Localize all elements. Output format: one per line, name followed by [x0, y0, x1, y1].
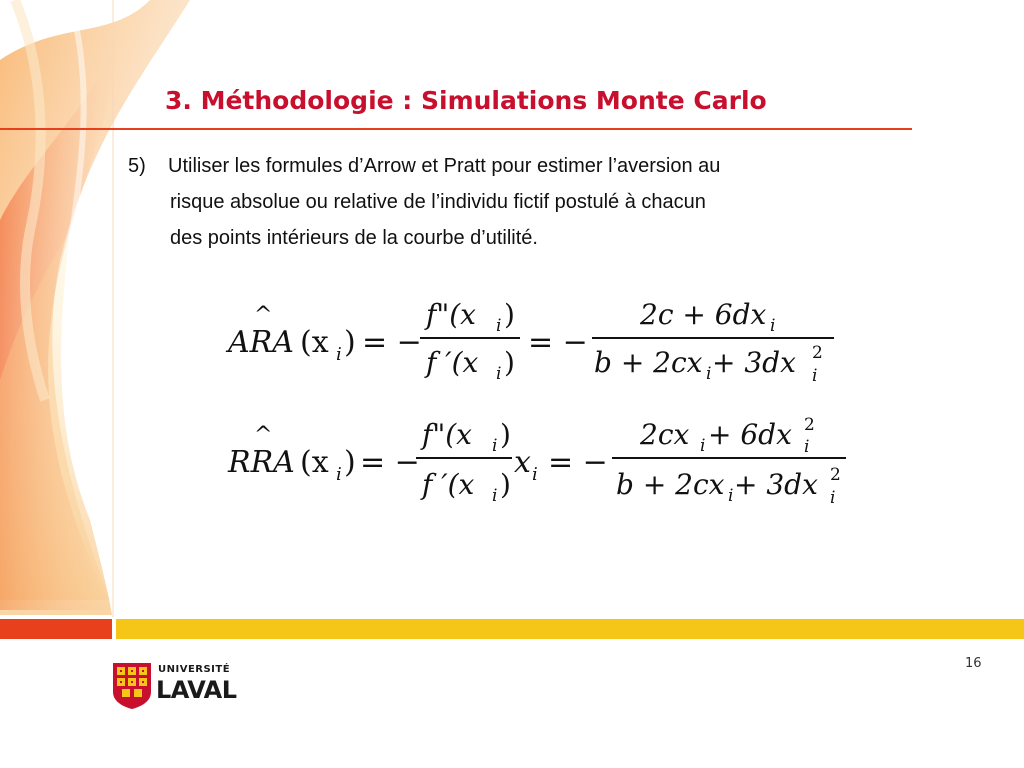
hat-accent-2: ^: [254, 423, 273, 448]
rra-frac2: [612, 415, 846, 508]
ara-frac2-sup: 2: [812, 343, 823, 363]
ara-frac2-sup-sub: i: [812, 366, 818, 386]
body-line-3: des points intérieurs de la courbe d’utilité.: [170, 227, 538, 249]
rra-mult-sub: i: [532, 464, 538, 485]
ara-frac1-num-close: ): [504, 298, 515, 331]
rra-frac1-num: f"(x: [422, 418, 472, 451]
rra-frac1-den: f ′(x: [422, 468, 475, 501]
ara-frac1-num: f"(x: [426, 298, 476, 331]
footer-bar-orange: [0, 619, 112, 639]
rra-frac2-den-sub: i: [728, 486, 734, 506]
item-number: 5): [128, 155, 146, 177]
ara-frac2-num: 2c + 6dx: [640, 298, 767, 331]
rra-lhs-arg: (x: [300, 445, 329, 480]
rra-lhs: [227, 423, 420, 485]
rra-frac2-num-sup: 2: [804, 415, 815, 435]
ara-frac2: [592, 298, 834, 386]
ara-lhs-arg: (x: [300, 325, 329, 360]
rra-frac2-num-a: 2cx: [640, 418, 690, 451]
rra-lhs-close: ): [344, 445, 356, 480]
rra-frac2-den-a: b + 2cx: [616, 468, 725, 501]
ara-frac2-den-sub: i: [706, 364, 712, 384]
rra-frac2-num-sub: i: [700, 436, 706, 456]
ara-eq2: = −: [528, 325, 588, 360]
footer-bar-yellow: [116, 619, 1024, 639]
rra-eq1: = −: [360, 445, 420, 480]
universite-laval-logo: [112, 662, 242, 710]
logo-text-universite: UNIVERSITÉ: [158, 664, 231, 675]
rra-frac1-den-sub: i: [492, 486, 498, 506]
rra-mult-x: x: [514, 445, 531, 480]
rra-frac1: [416, 418, 512, 506]
ara-frac2-den-b: + 3dx: [712, 346, 796, 379]
page-number: 16: [965, 656, 982, 671]
ara-frac2-den-a: b + 2cx: [594, 346, 703, 379]
ara-frac1-den: f ′(x: [426, 346, 479, 379]
rra-frac2-num-sup-sub: i: [804, 437, 810, 457]
rra-lhs-sub: i: [336, 464, 342, 485]
rra-frac2-den-sup-sub: i: [830, 488, 836, 508]
ara-lhs-close: ): [344, 325, 356, 360]
rra-frac2-den-b: + 3dx: [734, 468, 818, 501]
rra-frac2-den-sup: 2: [830, 465, 841, 485]
ara-lhs-name: ARA: [228, 325, 294, 360]
ara-frac1-den-close: ): [504, 346, 515, 379]
ara-frac1-den-sub: i: [496, 364, 502, 384]
rra-frac1-num-close: ): [500, 418, 511, 451]
ara-eq1: = −: [362, 325, 422, 360]
body-line-2: risque absolue ou relative de l’individu fictif postulé à chacun: [170, 191, 706, 213]
ara-lhs: [225, 303, 422, 365]
slide-title: 3. Méthodologie : Simulations Monte Carlo: [165, 86, 767, 115]
body-line-1-text: Utiliser les formules d’Arrow et Pratt pour estimer l’aversion au: [168, 155, 721, 177]
ara-lhs-sub: i: [336, 344, 342, 365]
rra-frac2-num-b: + 6dx: [708, 418, 792, 451]
laval-crest-icon: [112, 662, 152, 710]
logo-text-laval: LAVAL: [156, 676, 237, 704]
rra-frac1-num-sub: i: [492, 436, 498, 456]
ara-frac1: [420, 298, 520, 384]
hat-accent: ^: [254, 303, 273, 328]
ara-frac2-num-sub: i: [770, 316, 776, 336]
rra-eq2: = −: [548, 445, 608, 480]
rra-lhs-name: RRA: [228, 445, 295, 480]
rra-frac1-den-close: ): [500, 468, 511, 501]
ara-frac1-num-sub: i: [496, 316, 502, 336]
